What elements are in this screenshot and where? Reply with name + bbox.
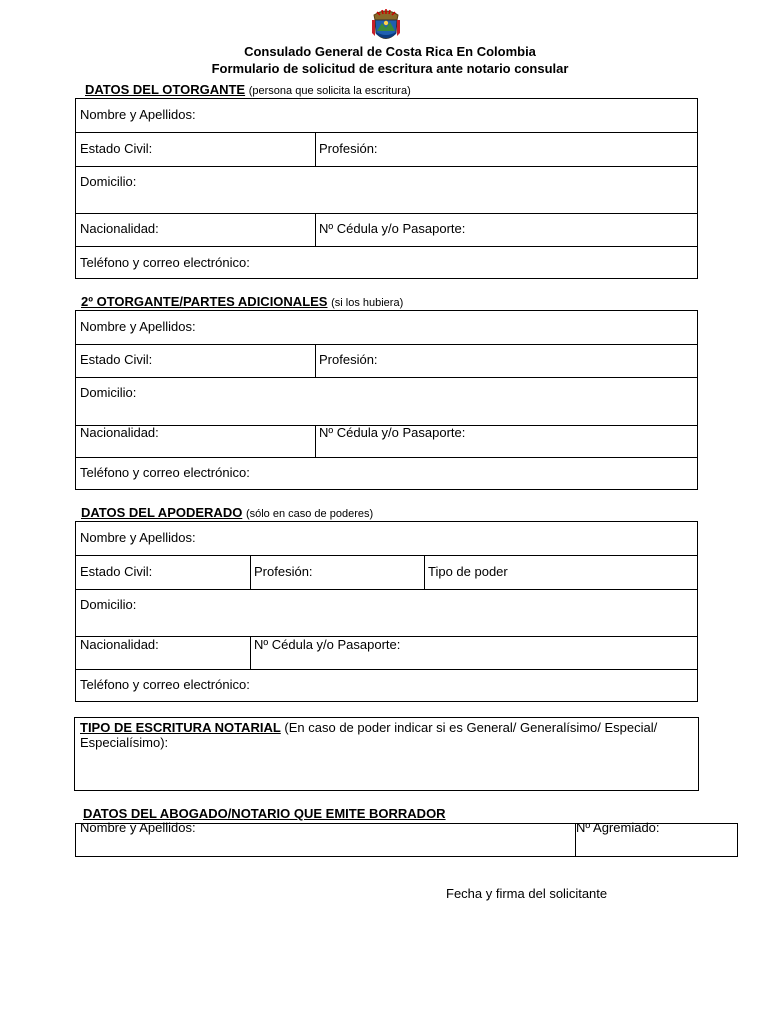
cedula-field[interactable]: Nº Cédula y/o Pasaporte: — [319, 221, 466, 236]
section-title: DATOS DEL APODERADO — [81, 505, 243, 520]
section-title: 2º OTORGANTE/PARTES ADICIONALES — [81, 294, 328, 309]
telefono-field[interactable]: Teléfono y correo electrónico: — [80, 255, 250, 270]
otorgante-table — [75, 98, 698, 279]
tipo-poder-field[interactable]: Tipo de poder — [428, 564, 508, 579]
section-note: (sólo en caso de poderes) — [245, 508, 374, 520]
telefono-field[interactable]: Teléfono y correo electrónico: — [80, 677, 250, 692]
section-note: (si los hubiera) — [331, 297, 404, 309]
section-otorgante2-heading — [81, 294, 403, 309]
nombre-field[interactable]: Nombre y Apellidos: — [80, 107, 196, 122]
agremiado-field[interactable]: Nº Agremiado: — [576, 820, 660, 835]
estado-civil-field[interactable]: Estado Civil: — [80, 141, 153, 156]
nacionalidad-field[interactable]: Nacionalidad: — [80, 637, 159, 652]
form-title: Formulario de solicitud de escritura ante notario consular — [211, 61, 569, 76]
nombre-field[interactable]: Nombre y Apellidos: — [80, 319, 196, 334]
domicilio-field[interactable]: Domicilio: — [80, 597, 137, 612]
section-otorgante-heading — [85, 82, 411, 97]
coat-of-arms-icon — [366, 6, 406, 46]
abogado-table — [75, 820, 738, 857]
nacionalidad-field[interactable]: Nacionalidad: — [80, 221, 159, 236]
telefono-field[interactable]: Teléfono y correo electrónico: — [80, 465, 250, 480]
nacionalidad-field[interactable]: Nacionalidad: — [80, 425, 159, 440]
signature-label: Fecha y firma del solicitante — [446, 886, 608, 901]
profesion-field[interactable]: Profesión: — [319, 141, 378, 156]
domicilio-field[interactable]: Domicilio: — [80, 385, 137, 400]
estado-civil-field[interactable]: Estado Civil: — [80, 564, 153, 579]
nombre-field[interactable]: Nombre y Apellidos: — [80, 530, 196, 545]
otorgante2-table — [75, 310, 698, 490]
tipo-escritura-box[interactable] — [74, 717, 699, 791]
section-title: DATOS DEL OTORGANTE — [85, 82, 246, 97]
abogado-nombre-field[interactable]: Nombre y Apellidos: — [80, 820, 196, 835]
domicilio-field[interactable]: Domicilio: — [80, 174, 137, 189]
cedula-field[interactable]: Nº Cédula y/o Pasaporte: — [319, 425, 466, 440]
estado-civil-field[interactable]: Estado Civil: — [80, 352, 153, 367]
tipo-escritura-note: (En caso de poder indicar si es General/ Generalísimo/ Especial/ Especialísimo): — [80, 720, 658, 750]
tipo-escritura-title: TIPO DE ESCRITURA NOTARIAL — [80, 720, 281, 735]
section-apoderado-heading — [81, 505, 373, 520]
cedula-field[interactable]: Nº Cédula y/o Pasaporte: — [254, 637, 401, 652]
section-title: DATOS DEL ABOGADO/NOTARIO QUE EMITE BORRADOR — [83, 806, 446, 821]
apoderado-table — [75, 521, 698, 702]
section-abogado-heading — [83, 806, 446, 821]
profesion-field[interactable]: Profesión: — [254, 564, 313, 579]
tipo-escritura-text — [80, 720, 688, 750]
profesion-field[interactable]: Profesión: — [319, 352, 378, 367]
consulate-title: Consulado General de Costa Rica En Colombia — [244, 44, 536, 59]
section-note: (persona que solicita la escritura) — [248, 85, 411, 97]
